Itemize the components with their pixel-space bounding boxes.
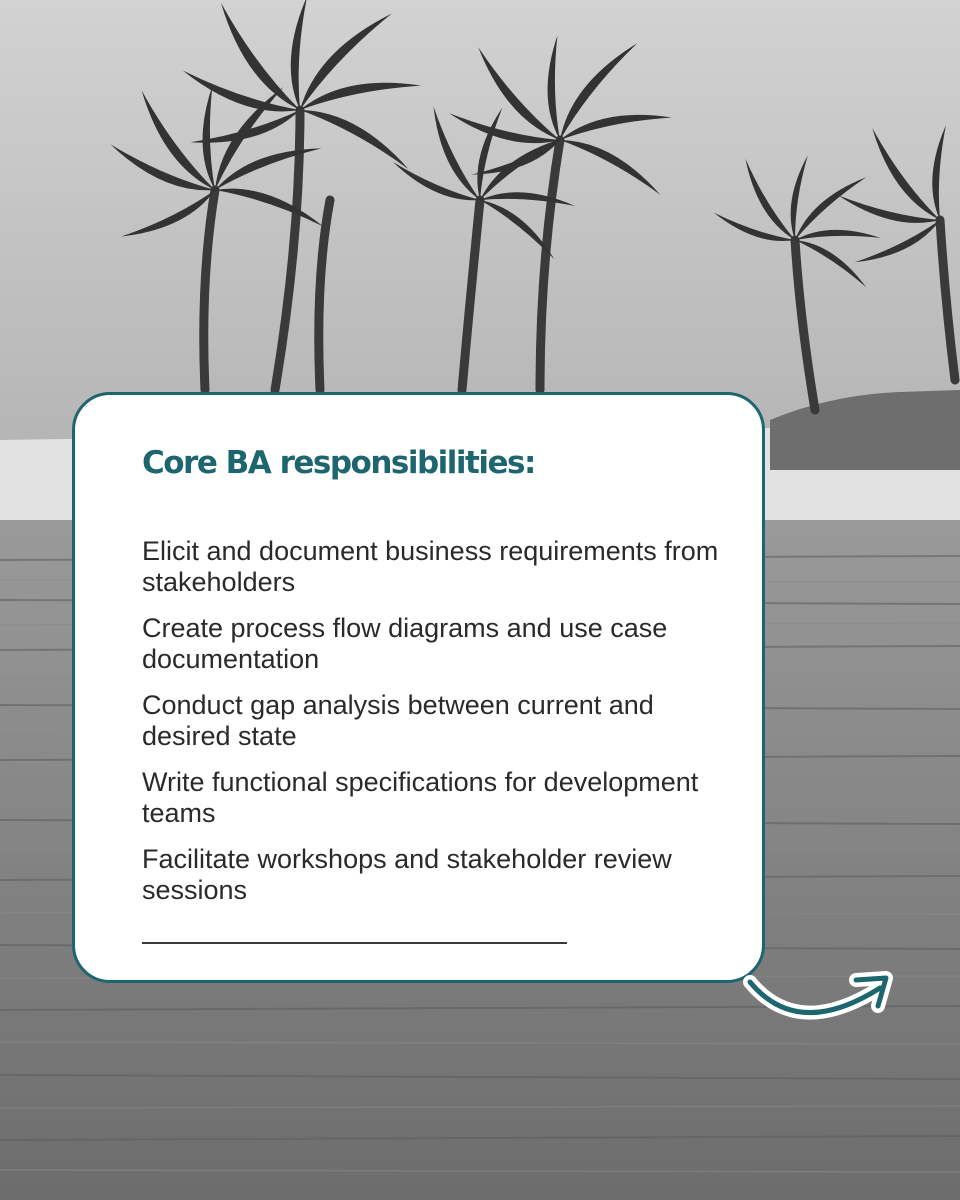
responsibilities-list [142, 536, 742, 921]
list-item: Facilitate workshops and stakeholder review sessions [142, 844, 672, 905]
list-item: Create process flow diagrams and use case documentation [142, 613, 668, 674]
card-title: Core BA responsibilities: [142, 445, 535, 481]
curved-arrow-icon [738, 960, 908, 1040]
responsibilities-card [72, 392, 765, 983]
divider [142, 942, 567, 944]
list-item: Elicit and document business requirements from stakeholders [142, 536, 719, 597]
list-item: Conduct gap analysis between current and desired state [142, 690, 654, 751]
list-item: Write functional specifications for development teams [142, 767, 699, 828]
